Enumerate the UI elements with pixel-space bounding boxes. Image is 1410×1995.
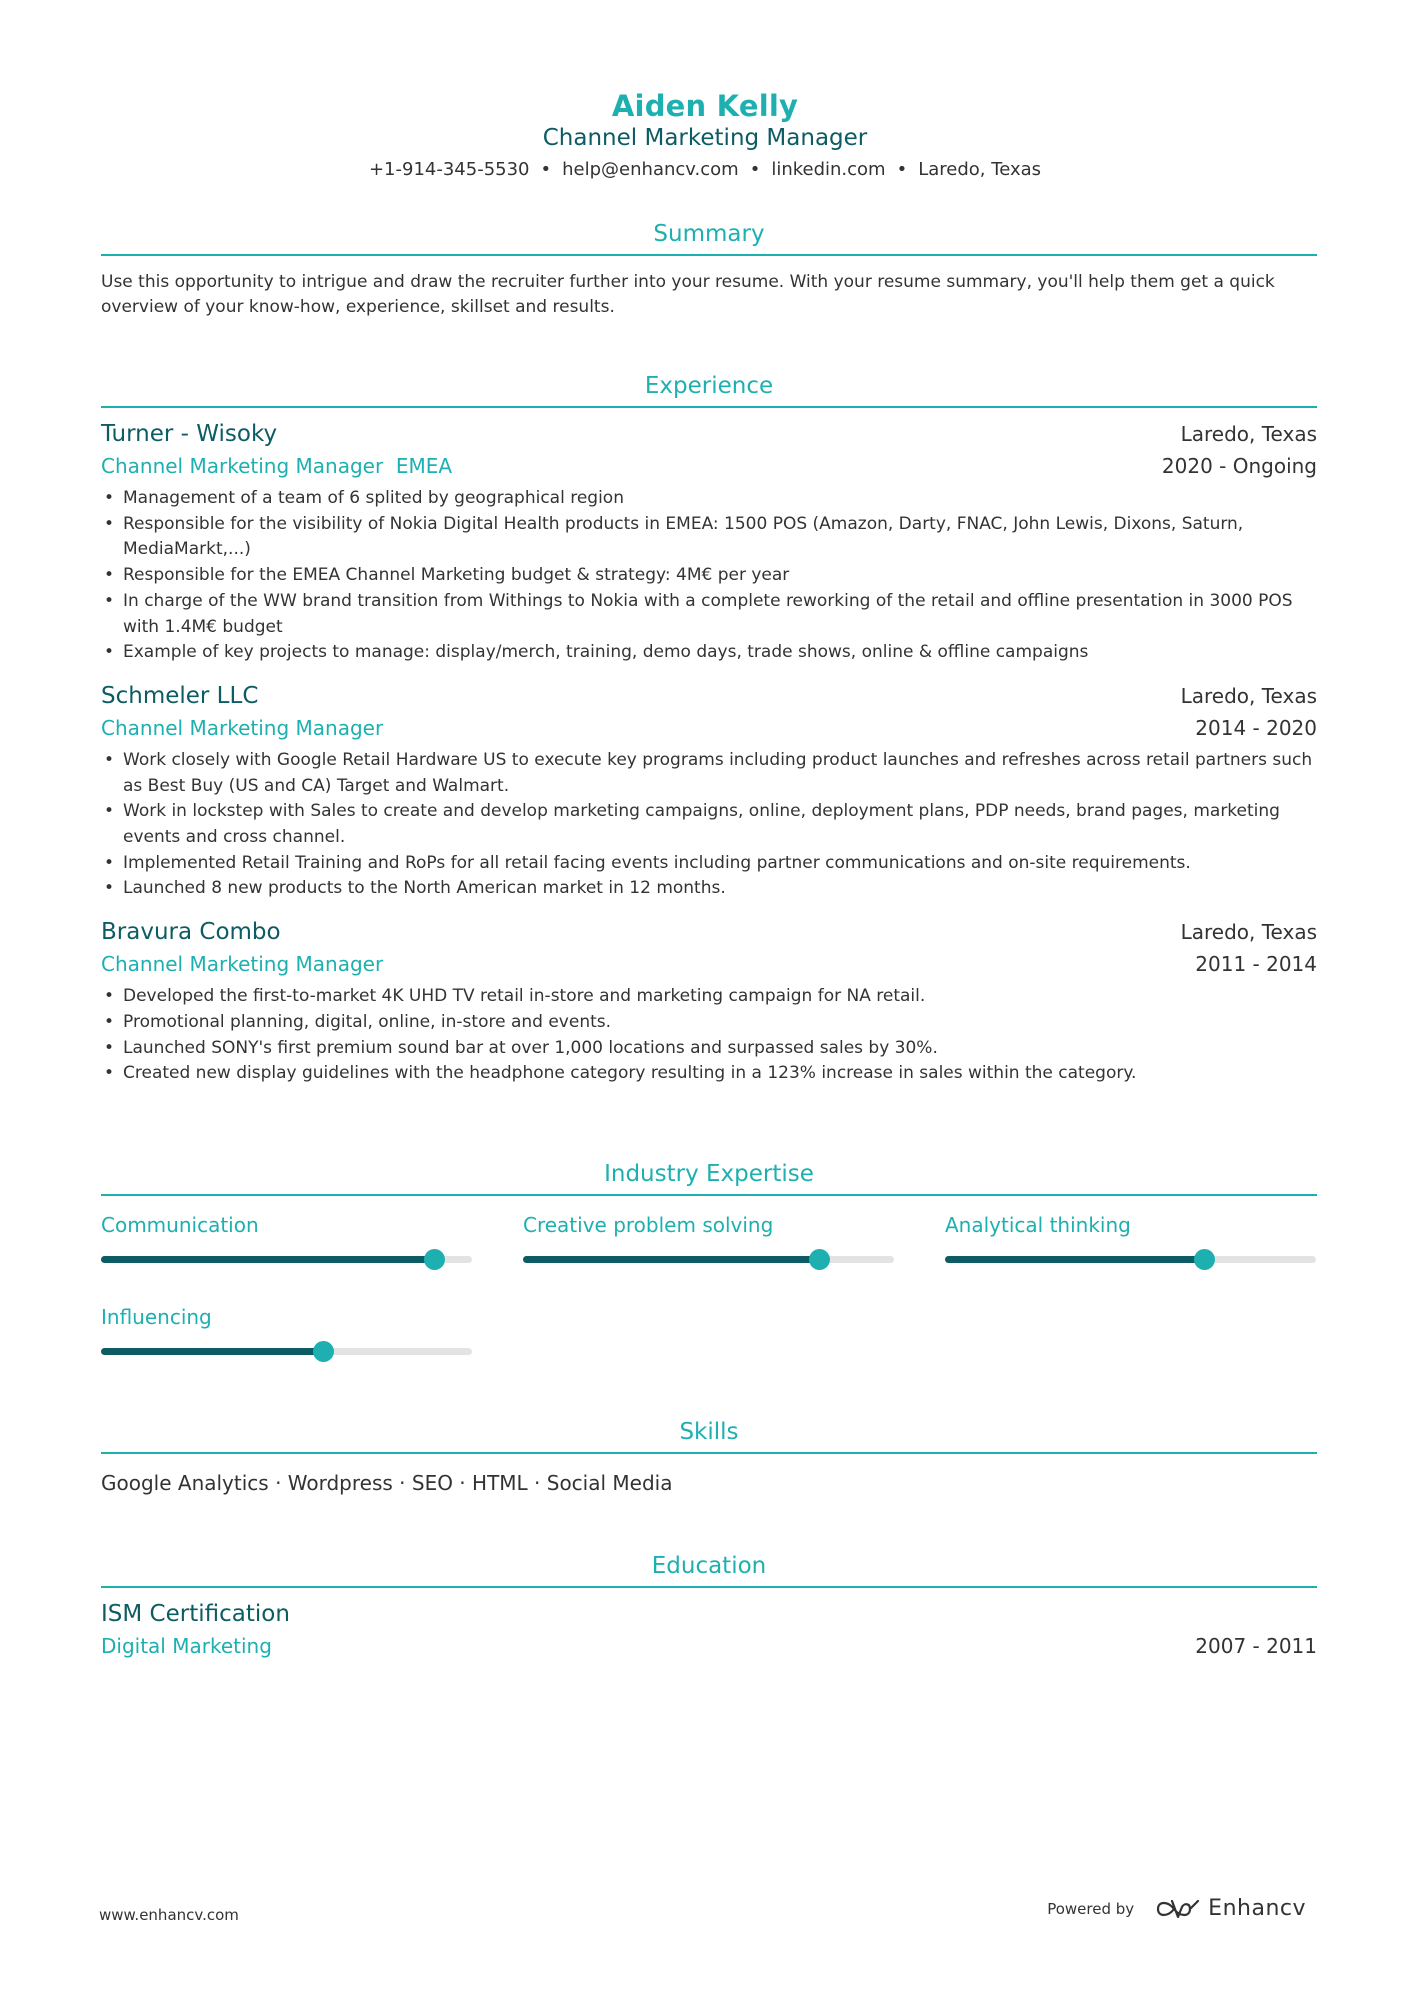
job-title: Channel Marketing Manager <box>101 952 384 977</box>
education-entry <box>101 1598 1317 1662</box>
company-name: Bravura Combo <box>101 919 281 946</box>
section-title-experience: Experience <box>644 373 774 399</box>
job-location: Laredo, Texas <box>1180 422 1317 446</box>
expertise-bar <box>945 1256 1316 1263</box>
job-entry <box>101 916 1317 1087</box>
enhancv-logo[interactable] <box>1156 1896 1306 1921</box>
section-title-skills: Skills <box>679 1419 739 1445</box>
expertise-item <box>523 1210 894 1302</box>
bullet-item: • Management of a team of 6 splited by geographical region <box>104 488 624 508</box>
contact-line <box>0 156 1410 184</box>
expertise-bar <box>101 1348 472 1355</box>
phone[interactable]: +1-914-345-5530 <box>368 159 530 180</box>
contact-separator: • <box>896 159 908 180</box>
education-dates: 2007 - 2011 <box>1195 1634 1317 1658</box>
expertise-item <box>101 1302 472 1394</box>
education-section <box>101 1550 1317 1662</box>
section-title-summary: Summary <box>653 221 765 247</box>
brand-name: Enhancv <box>1208 1896 1306 1921</box>
section-divider <box>101 254 1317 256</box>
bullet-item: • Responsible for the visibility of Nokia Digital Health products in EMEA: 1500 POS (Amazon, Darty, FNAC, John Lewis, Dixons, Saturn, MediaMarkt,...) <box>104 513 1244 560</box>
expertise-bar-fill <box>523 1256 820 1263</box>
job-dates: 2014 - 2020 <box>1195 715 1317 740</box>
skills-list: Google Analytics · Wordpress · SEO · HTML · Social Media <box>101 1471 673 1495</box>
bullet-item: • Developed the first-to-market 4K UHD TV retail in-store and marketing campaign for NA retail. <box>104 986 926 1007</box>
expertise-bar-knob <box>809 1249 830 1270</box>
job-location: Laredo, Texas <box>1180 920 1317 945</box>
expertise-bar <box>523 1256 894 1263</box>
bullet-item: • Implemented Retail Training and RoPs for all retail facing events including partner communications and on-site requirements. <box>104 852 1191 873</box>
expertise-bar-knob <box>1194 1249 1215 1270</box>
bullet-item: • Launched 8 new products to the North American market in 12 months. <box>104 878 726 899</box>
expertise-name: Communication <box>101 1213 259 1237</box>
job-entry <box>101 680 1317 902</box>
skills-section <box>101 1416 1317 1498</box>
company-name: Schmeler LLC <box>101 682 259 709</box>
job-location: Laredo, Texas <box>1180 683 1317 708</box>
education-field: Digital Marketing <box>101 1634 272 1658</box>
job-title: Channel Marketing Manager <box>101 715 384 740</box>
expertise-name: Analytical thinking <box>945 1213 1131 1237</box>
expertise-item <box>945 1210 1316 1302</box>
bullet-item: • Responsible for the EMEA Channel Marketing budget & strategy: 4M€ per year <box>104 565 790 586</box>
job-bullets <box>101 984 1317 1087</box>
powered-by-label: Powered by <box>1047 1899 1135 1918</box>
expertise-name: Creative problem solving <box>523 1213 774 1237</box>
resume-header <box>0 88 1410 184</box>
bullet-item: • Work closely with Google Retail Hardware US to execute key programs including product launches and refreshes across retail partners such as Best Buy (US and CA) Target and Walmart. <box>104 749 1313 796</box>
footer-website[interactable]: www.enhancv.com <box>99 1906 239 1924</box>
job-dates: 2020 - Ongoing <box>1161 454 1317 478</box>
expertise-bar-fill <box>101 1256 435 1263</box>
bullet-item: • Work in lockstep with Sales to create and develop marketing campaigns, online, deployment plans, PDP needs, brand pages, marketing events and cross channel. <box>104 801 1280 848</box>
expertise-bar-fill <box>945 1256 1205 1263</box>
section-title-education: Education <box>651 1553 767 1579</box>
summary-section <box>101 218 1317 320</box>
job-title: Channel Marketing Manager EMEA <box>101 454 453 478</box>
job-bullets <box>101 486 1317 666</box>
section-title-expertise: Industry Expertise <box>604 1161 814 1187</box>
summary-text: Use this opportunity to intrigue and draw the recruiter further into your resume. With your resume summary, you'll help them get a quick overview of your know-how, experience, skillset and results. <box>101 272 1275 317</box>
expertise-bar <box>101 1256 472 1263</box>
expertise-bar-knob <box>424 1249 445 1270</box>
expertise-bar-fill <box>101 1348 324 1355</box>
bullet-item: • Promotional planning, digital, online, in-store and events. <box>104 1011 612 1032</box>
contact-separator: • <box>540 159 552 180</box>
bullet-item: • In charge of the WW brand transition from Withings to Nokia with a complete reworking of the retail and offline presentation in 3000 POS with 1.4M€ budget <box>104 590 1293 637</box>
candidate-role: Channel Marketing Manager <box>542 125 868 151</box>
section-divider <box>101 1194 1317 1196</box>
section-divider <box>101 1452 1317 1454</box>
bullet-item: • Created new display guidelines with the headphone category resulting in a 123% increase in sales within the category. <box>104 1063 1137 1084</box>
job-entry <box>101 418 1317 666</box>
location: Laredo, Texas <box>918 159 1042 180</box>
expertise-bar-knob <box>313 1341 334 1362</box>
contact-separator: • <box>749 159 761 180</box>
expertise-name: Influencing <box>101 1305 212 1329</box>
experience-section <box>101 370 1317 1087</box>
section-divider <box>101 406 1317 408</box>
expertise-section <box>101 1158 1317 1394</box>
candidate-name: Aiden Kelly <box>611 89 799 123</box>
job-dates: 2011 - 2014 <box>1195 952 1317 977</box>
bullet-item: • Example of key projects to manage: display/merch, training, demo days, trade shows, online & offline campaigns <box>104 642 1089 663</box>
section-divider <box>101 1586 1317 1588</box>
email[interactable]: help@enhancv.com <box>562 159 739 180</box>
expertise-grid <box>101 1210 1317 1394</box>
linkedin-link[interactable]: linkedin.com <box>771 159 886 180</box>
enhancv-logo-icon <box>1156 1897 1202 1921</box>
expertise-item <box>101 1210 472 1302</box>
job-bullets <box>101 748 1317 902</box>
bullet-item: • Launched SONY's first premium sound bar at over 1,000 locations and surpassed sales by 30%. <box>104 1037 938 1058</box>
footer-branding <box>1047 1896 1306 1921</box>
company-name: Turner - Wisoky <box>101 421 278 447</box>
education-degree: ISM Certification <box>101 1601 290 1627</box>
